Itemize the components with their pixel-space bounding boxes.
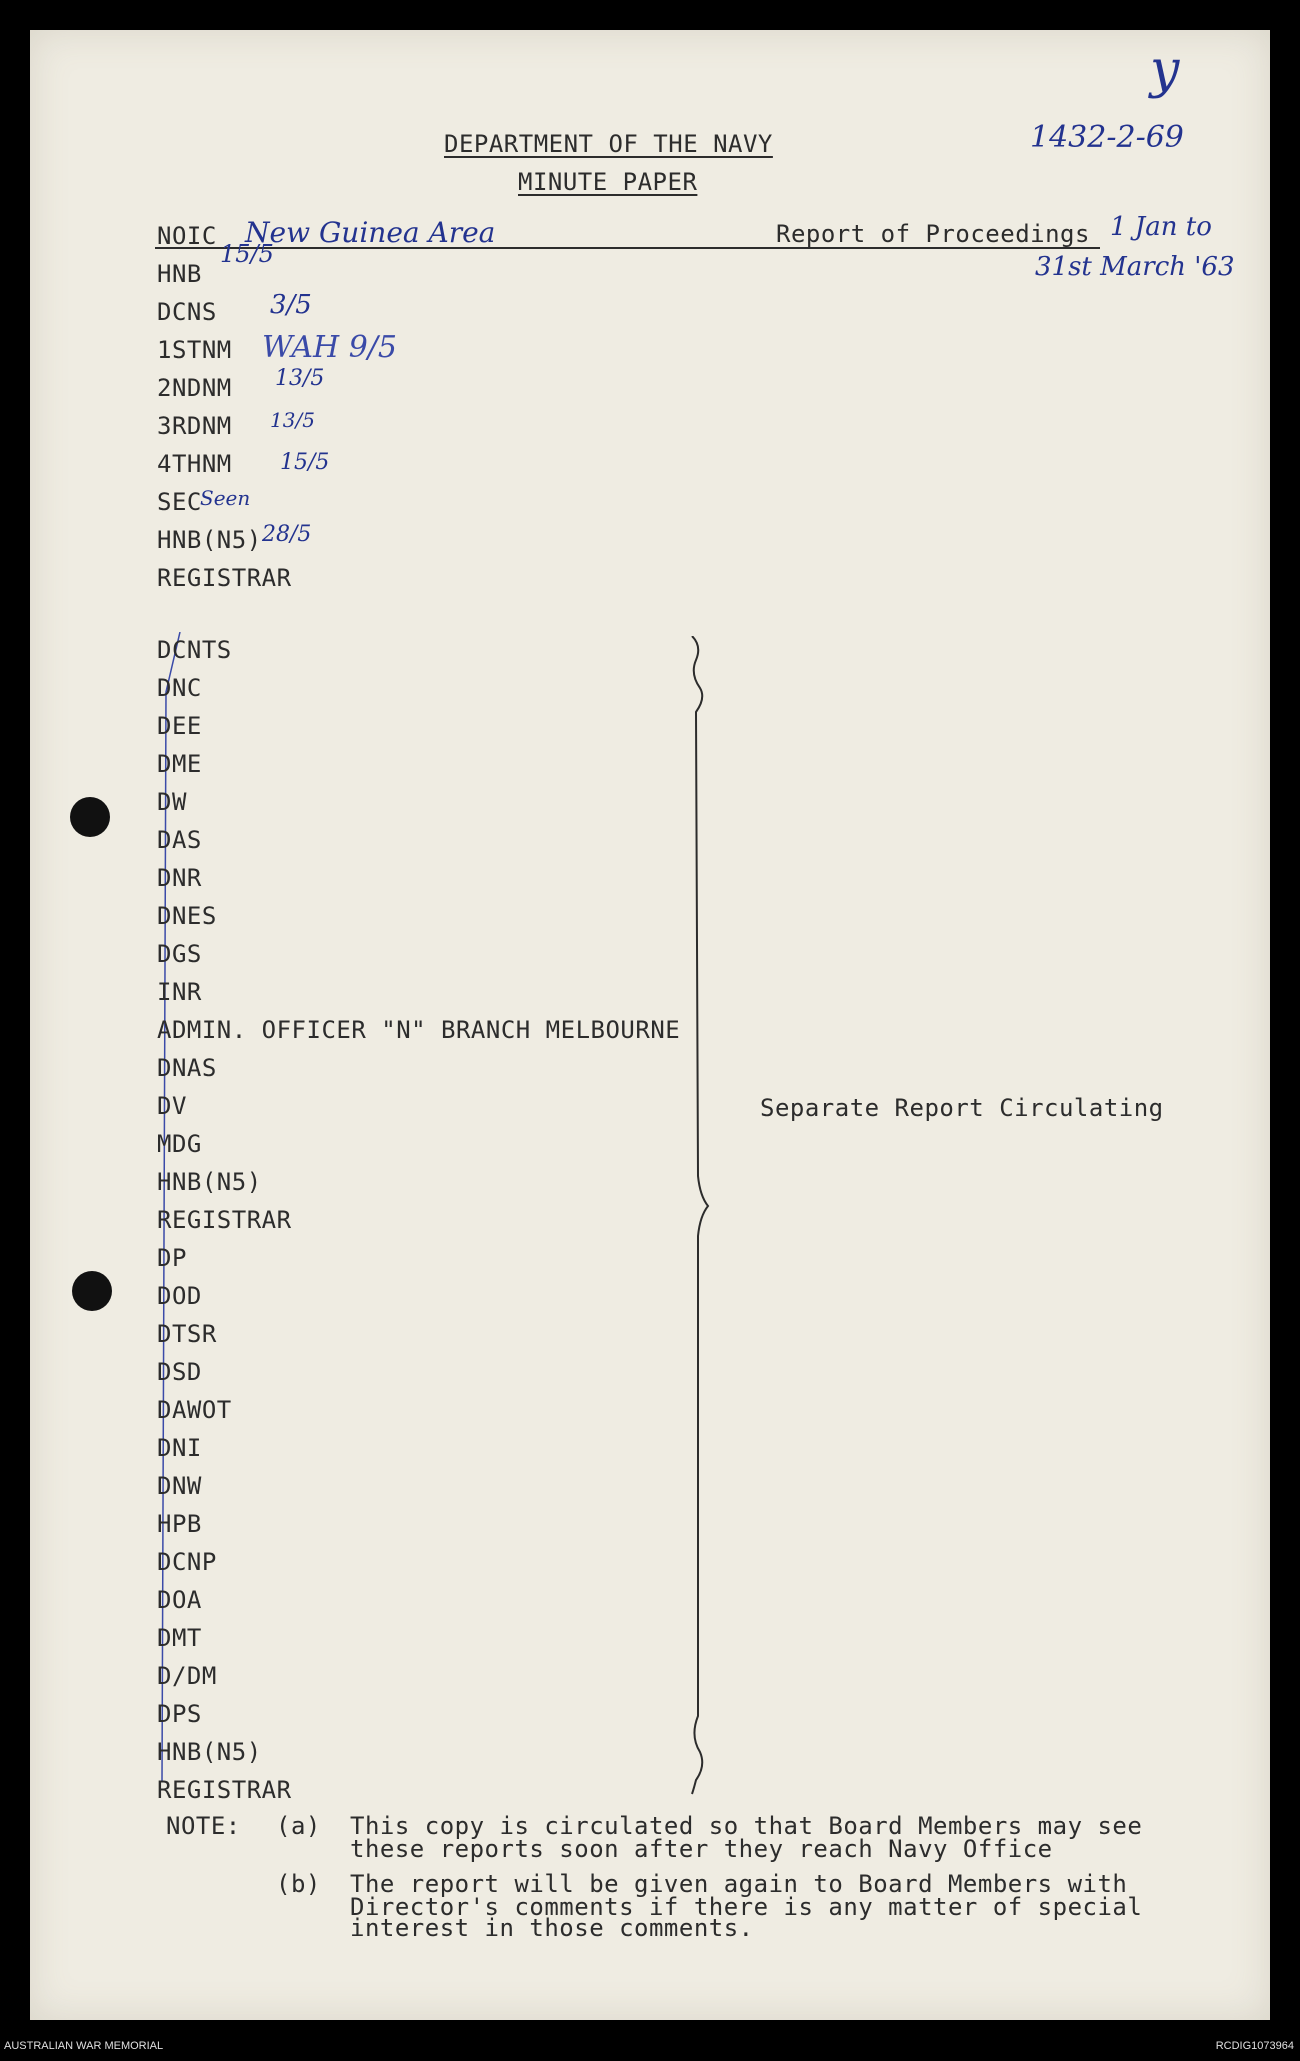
separate-report-note: Separate Report Circulating <box>760 1094 1164 1122</box>
initial-annotation: 3/5 <box>270 290 312 320</box>
routing-item: 1STNM <box>157 336 232 364</box>
routing-item: SEC <box>157 488 202 516</box>
routing-item: DCNS <box>157 298 217 326</box>
distribution-item: DOD <box>157 1282 202 1310</box>
initial-annotation: WAH 9/5 <box>262 330 397 365</box>
noic-label: NOIC <box>157 222 217 250</box>
punch-hole-bottom <box>72 1271 112 1311</box>
note-b-line-3: interest in those comments. <box>350 1914 754 1942</box>
note-a-line-2: these reports soon after they reach Navy Office <box>350 1835 1053 1863</box>
distribution-item: DNI <box>157 1434 202 1462</box>
period-line-1: 1 Jan to <box>1110 212 1212 242</box>
initial-annotation: 13/5 <box>275 366 325 391</box>
distribution-item: MDG <box>157 1130 202 1158</box>
note-a-marker: (a) <box>276 1812 321 1840</box>
distribution-item: DAWOT <box>157 1396 232 1424</box>
routing-item: HNB <box>157 260 202 288</box>
distribution-item: DCNP <box>157 1548 217 1576</box>
area-handwritten: New Guinea Area <box>245 216 496 249</box>
subject-label: Report of Proceedings <box>776 220 1090 248</box>
document-title: DEPARTMENT OF THE NAVY <box>444 130 773 158</box>
period-line-2: 31st March '63 <box>1035 252 1235 282</box>
note-b-marker: (b) <box>276 1870 321 1898</box>
note-b-line-2: Director's comments if there is any matter of special <box>350 1893 1143 1921</box>
distribution-item: INR <box>157 978 202 1006</box>
distribution-item: DNC <box>157 674 202 702</box>
archive-footer <box>0 2031 1300 2061</box>
distribution-item: ADMIN. OFFICER "N" BRANCH MELBOURNE <box>157 1016 681 1044</box>
document-subtitle: MINUTE PAPER <box>518 168 698 196</box>
distribution-item: DP <box>157 1244 187 1272</box>
distribution-item: DV <box>157 1092 187 1120</box>
initial-annotation: Seen <box>200 486 251 510</box>
file-number: 1432-2-69 <box>1030 120 1184 155</box>
distribution-item: DPS <box>157 1700 202 1728</box>
distribution-item: DNAS <box>157 1054 217 1082</box>
initial-annotation: 28/5 <box>262 522 312 547</box>
corner-mark: y <box>1150 40 1180 100</box>
routing-item: 4THNM <box>157 450 232 478</box>
subject-rule <box>155 246 1100 250</box>
distribution-item: HPB <box>157 1510 202 1538</box>
distribution-item: DTSR <box>157 1320 217 1348</box>
routing-item: HNB(N5) <box>157 526 262 554</box>
initial-annotation: 15/5 <box>280 450 330 475</box>
note-b-line-1: The report will be given again to Board Members with <box>350 1870 1128 1898</box>
distribution-item: DCNTS <box>157 636 232 664</box>
punch-hole-top <box>70 797 110 837</box>
distribution-item: DSD <box>157 1358 202 1386</box>
archive-id: RCDIG1073964 <box>1215 2040 1294 2052</box>
distribution-item: DOA <box>157 1586 202 1614</box>
routing-item: REGISTRAR <box>157 564 292 592</box>
distribution-item: DNR <box>157 864 202 892</box>
distribution-item: HNB(N5) <box>157 1168 262 1196</box>
archive-name: AUSTRALIAN WAR MEMORIAL <box>4 2040 164 2052</box>
distribution-item: DAS <box>157 826 202 854</box>
distribution-item: HNB(N5) <box>157 1738 262 1766</box>
note-label: NOTE: <box>166 1812 241 1840</box>
note-a-line-1: This copy is circulated so that Board Members may see <box>350 1812 1143 1840</box>
distribution-item: DEE <box>157 712 202 740</box>
initial-annotation: 13/5 <box>270 408 315 432</box>
distribution-brace <box>688 636 712 1796</box>
distribution-item: REGISTRAR <box>157 1776 292 1804</box>
routing-item: 3RDNM <box>157 412 232 440</box>
distribution-item: DNES <box>157 902 217 930</box>
distribution-item: DGS <box>157 940 202 968</box>
distribution-item: DMT <box>157 1624 202 1652</box>
distribution-item: REGISTRAR <box>157 1206 292 1234</box>
distribution-item: DNW <box>157 1472 202 1500</box>
distribution-item: DME <box>157 750 202 778</box>
routing-item: 2NDNM <box>157 374 232 402</box>
initial-annotation: 15/5 <box>220 240 274 268</box>
distribution-item: DW <box>157 788 187 816</box>
distribution-item: D/DM <box>157 1662 217 1690</box>
